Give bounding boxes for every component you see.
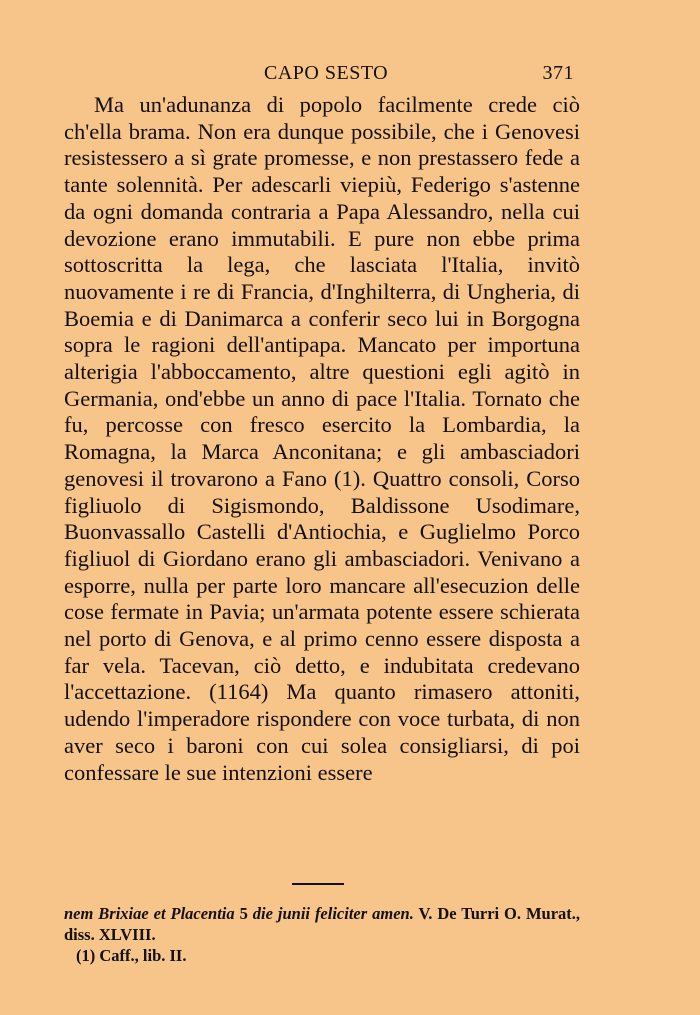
chapter-title: CAPO SESTO [264,62,389,84]
page-number: 371 [542,62,574,84]
footnotes [64,903,580,966]
footnote-divider [292,883,344,885]
footnote-date-number: 5 [239,904,248,923]
footnote-continuation [64,903,580,945]
running-header [64,62,574,88]
footnote-italic-text-2: die junii feliciter amen. [252,904,414,923]
body-paragraph: Ma un'adunanza di popolo facilmente crede ciò ch'ella brama. Non era dunque possibile, che i Genovesi resistessero a sì grate promesse, e non prestassero fede a tante solennità. Per adescarli viepiù, Federigo s'astenne da ogni domanda contraria a Papa Alessandro, nella cui devozione erano immutabili. E pure non ebbe prima sottoscritta la lega, che lasciata l'Italia, invitò nuovamente i re di Francia, d'Inghilterra, di Ungheria, di Boemia e di Danimarca a conferir seco lui in Borgogna sopra le ragioni dell'antipapa. Mancato per importuna alterigia l'abboccamento, altre questioni egli agitò in Germania, ond'ebbe un anno di pace l'Italia. Tornato che fu, percosse con fresco esercito la Lombardia, la Romagna, la Marca Anconitana; e gli ambasciadori genovesi il trovarono a Fano (1). Quattro consoli, Corso figliuolo di Sigismondo, Baldissone Usodimare, Buonvassallo Castelli d'Antiochia, e Guglielmo Porco figliuol di Giordano erano gli ambasciadori. Venivano a esporre, nulla per parte loro mancare all'esecuzion delle cose fermate in Pavia; un'armata potente essere schierata nel porto di Genova, e al primo cenno essere disposta a far vela. Tacevan, ciò detto, e indubitata credevano l'accettazione. (1164) Ma quanto rimasero attoniti, udendo l'imperadore rispondere con voce turbata, di non aver seco i baroni con cui solea consigliarsi, di poi confessare le sue intenzioni essere [64,92,580,785]
footnote-italic-text: nem Brixiae et Placentia [64,904,235,923]
footnote-reference: V. De Turri O. Murat., diss. XLVIII. [64,904,581,944]
footnote-1: (1) Caff., lib. II. [76,946,187,965]
